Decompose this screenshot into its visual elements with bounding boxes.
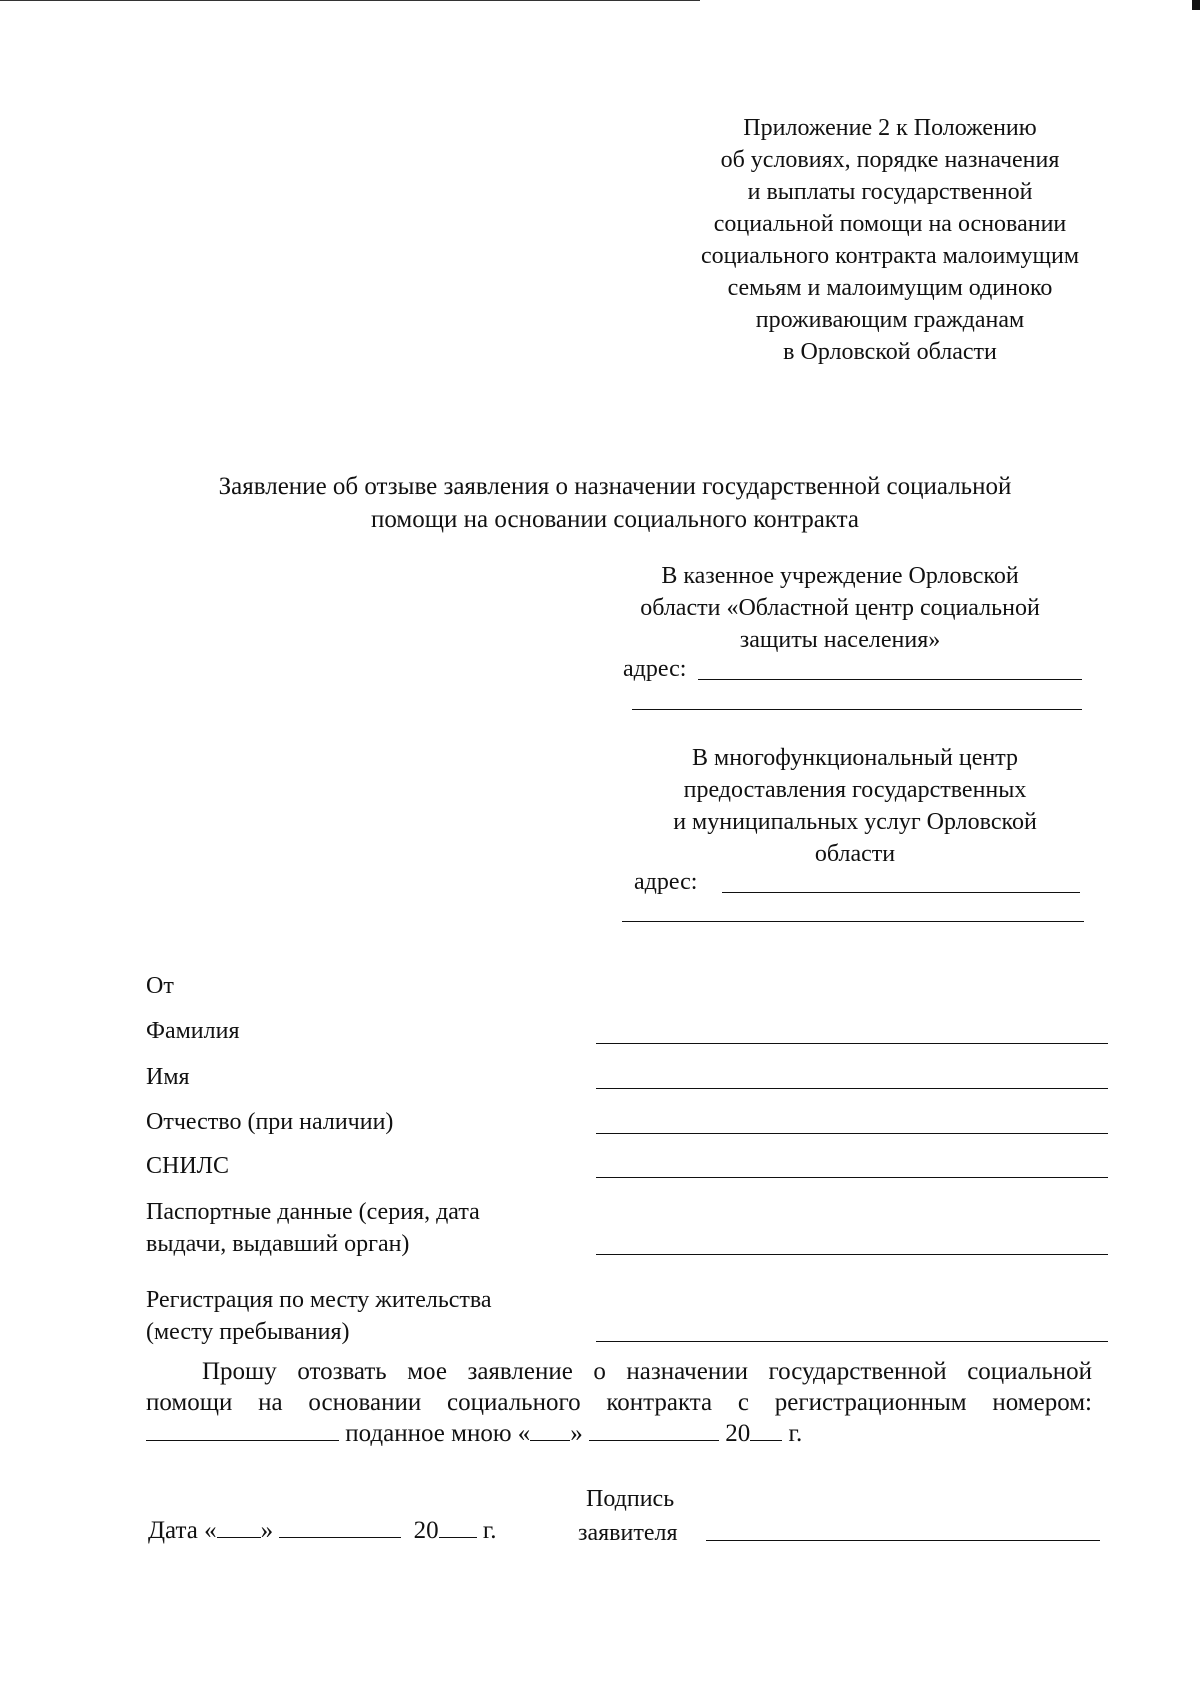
scan-edge-line (0, 0, 700, 1)
submitted-day-field[interactable] (530, 1418, 570, 1441)
appendix-line: и выплаты государственной (747, 179, 1033, 205)
appendix-block (640, 112, 1140, 368)
date-row: Дата « » 20 г. (148, 1517, 497, 1544)
document-title (100, 470, 1130, 536)
reg-number-field[interactable] (146, 1418, 339, 1441)
addressee-line: защиты населения» (739, 627, 941, 653)
address-field-continuation[interactable] (622, 921, 1084, 922)
appendix-line: семьям и малоимущим одиноко (727, 275, 1053, 301)
request-paragraph (146, 1356, 1092, 1449)
address-label: адрес: (623, 656, 687, 682)
first-name-field[interactable] (596, 1088, 1108, 1089)
date-month-field[interactable] (279, 1515, 401, 1538)
patronymic-field[interactable] (596, 1133, 1108, 1134)
submitted-month-field[interactable] (589, 1418, 719, 1441)
appendix-line: социального контракта малоимущим (700, 243, 1080, 269)
surname-field[interactable] (596, 1043, 1108, 1044)
signature-field[interactable] (706, 1540, 1100, 1541)
patronymic-label: Отчество (при наличии) (146, 1109, 394, 1135)
date-day-field[interactable] (217, 1515, 261, 1538)
address-field[interactable] (722, 892, 1080, 893)
addressee-line: предоставления государственных (683, 777, 1027, 803)
from-label: От (146, 973, 174, 999)
addressee-line: В казенное учреждение Орловской (661, 563, 1019, 589)
snils-label: СНИЛС (146, 1153, 229, 1179)
snils-field[interactable] (596, 1177, 1108, 1178)
request-line: помощи на основании социального контракта с регистрационным номером: (146, 1389, 1092, 1416)
addressee-ocszn (610, 560, 1070, 656)
surname-label: Фамилия (146, 1018, 240, 1044)
passport-label: Паспортные данные (серия, дата выдачи, выдавший орган) (146, 1199, 480, 1257)
addressee-mfc (630, 742, 1080, 870)
appendix-line: социальной помощи на основании (713, 211, 1067, 237)
appendix-line: об условиях, порядке назначения (720, 147, 1060, 173)
addressee-line: В многофункциональный центр (692, 745, 1018, 771)
request-line-3: поданное мною « » 20 г. (146, 1418, 1092, 1449)
appendix-line: проживающим гражданам (755, 307, 1025, 333)
signature-label: Подпись заявителя (578, 1486, 678, 1546)
registration-field[interactable] (596, 1341, 1108, 1342)
date-year-field[interactable] (439, 1515, 477, 1538)
addressee-line: и муниципальных услуг Орловской (673, 809, 1037, 835)
address-label: адрес: (634, 869, 698, 895)
passport-field[interactable] (596, 1254, 1108, 1255)
addressee-line: области (814, 841, 896, 867)
submitted-year-field[interactable] (750, 1418, 782, 1441)
scan-edge-mark (1192, 0, 1200, 10)
first-name-label: Имя (146, 1064, 190, 1090)
request-line: Прошу отозвать мое заявление о назначении государственной социальной (202, 1358, 1092, 1385)
address-field[interactable] (698, 679, 1082, 680)
addressee-line: области «Областной центр социальной (640, 595, 1040, 621)
appendix-line: в Орловской области (783, 339, 997, 365)
title-line: Заявление об отзыве заявления о назначении государственной социальной (218, 473, 1012, 500)
appendix-line: Приложение 2 к Положению (743, 115, 1037, 141)
title-line: помощи на основании социального контракта (371, 506, 859, 533)
registration-label: Регистрация по месту жительства (месту пребывания) (146, 1287, 492, 1345)
address-field-continuation[interactable] (632, 709, 1082, 710)
